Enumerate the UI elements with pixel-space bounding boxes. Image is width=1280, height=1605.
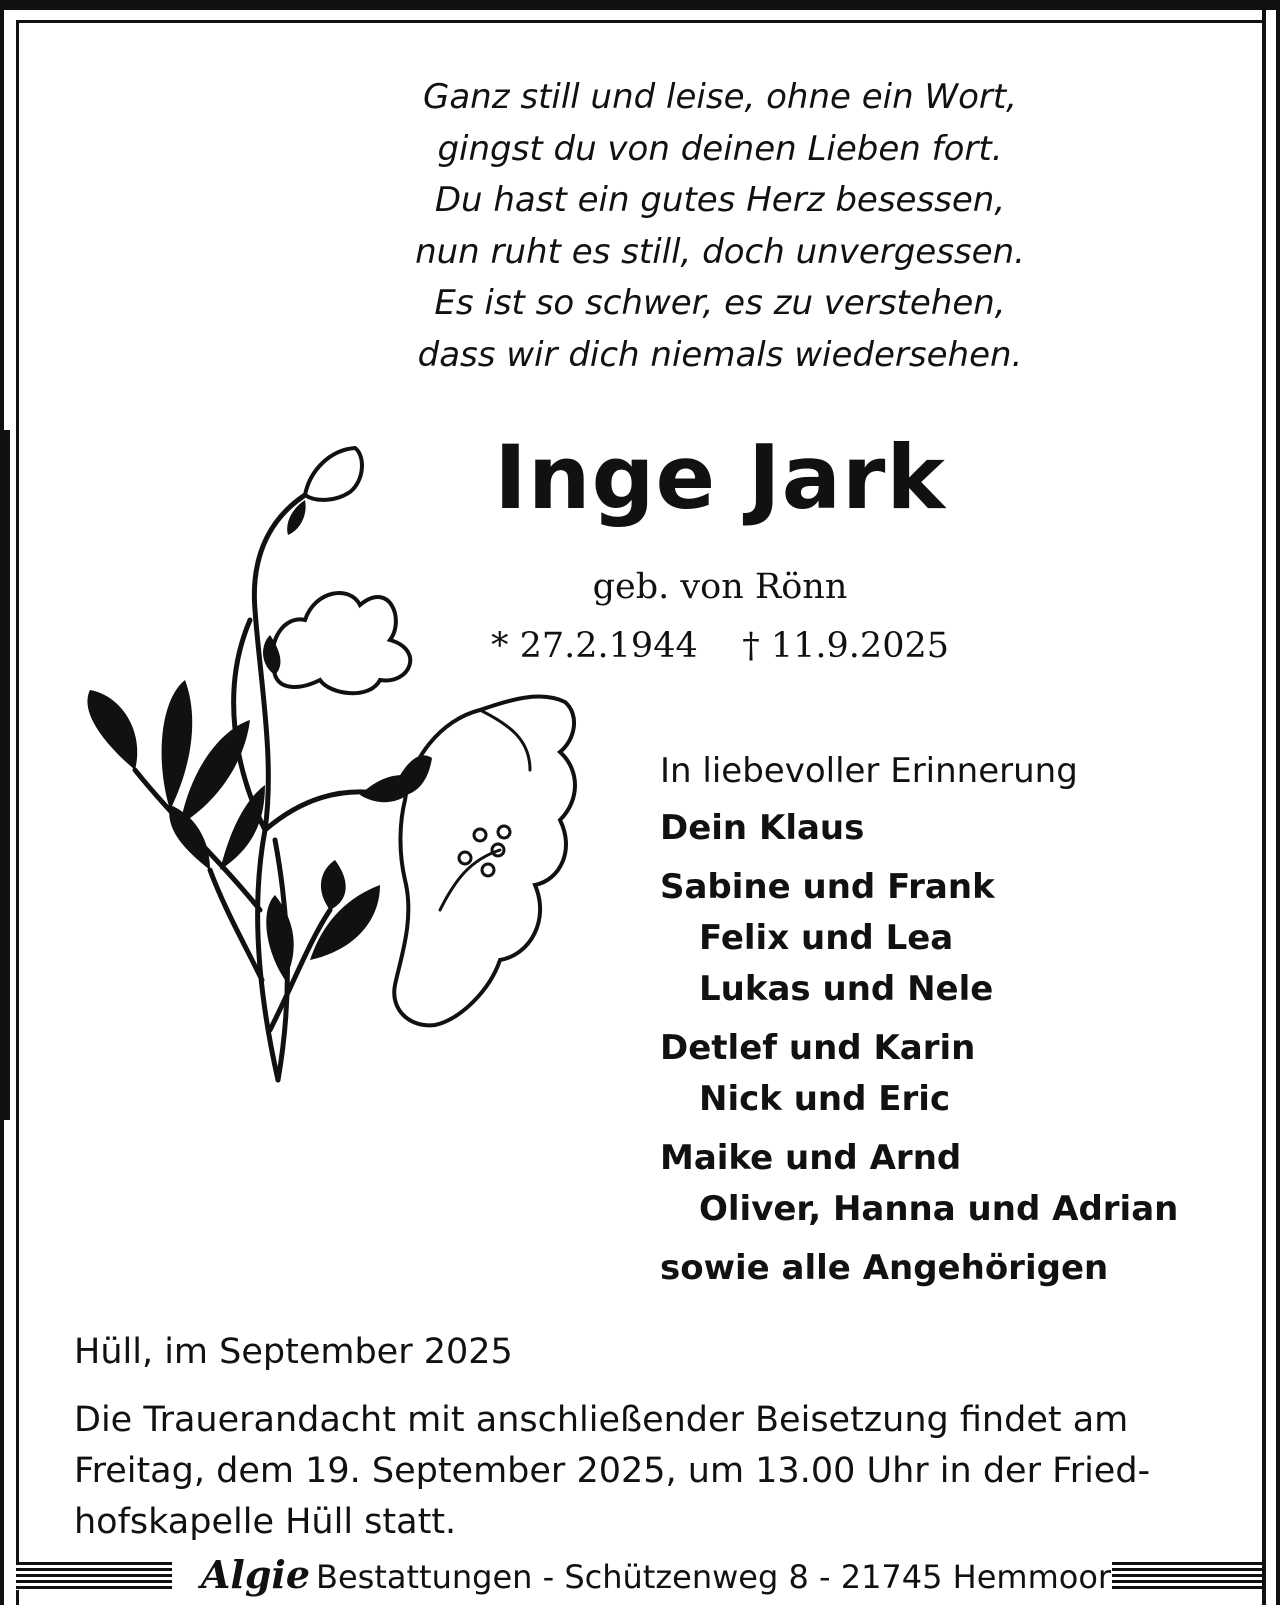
family-member: Felix und Lea [699, 918, 954, 958]
footer-text [176, 1550, 1136, 1602]
flower-illustration [60, 440, 620, 1100]
deceased-name: Inge Jark [494, 426, 946, 529]
family-member: Dein Klaus [660, 808, 865, 848]
remembrance-intro: In liebevoller Erinnerung [660, 751, 1078, 791]
life-dates: * 27.2.1944 † 11.9.2025 [490, 626, 949, 666]
poem-line: dass wir dich niemals wiedersehen. [417, 334, 1023, 375]
family-member: Sabine und Frank [660, 867, 995, 907]
poem-line: nun ruht es still, doch unvergessen. [415, 231, 1025, 272]
frame-inner-top-line [16, 20, 1262, 23]
family-member: Maike und Arnd [660, 1138, 962, 1178]
frame-right-border [1276, 10, 1280, 1605]
frame-top-border [0, 0, 1280, 10]
notice-line: Freitag, dem 19. September 2025, um 13.00 Uhr in der Fried- [74, 1451, 1151, 1491]
frame-inner-left-line [16, 20, 19, 1605]
family-member: Oliver, Hanna und Adrian [699, 1189, 1179, 1229]
funeral-home-logo: Algie [200, 1552, 311, 1597]
family-member: Lukas und Nele [699, 969, 994, 1009]
funeral-home-address: Bestattungen - Schützenweg 8 - 21745 Hemmoor [316, 1558, 1112, 1596]
footer-stripes-left [16, 1562, 172, 1590]
birth-name: geb. von Rönn [592, 567, 848, 607]
funeral-home-footer [16, 1548, 1262, 1605]
poem-line: Du hast ein gutes Herz besessen, [434, 180, 1006, 220]
poem-line: Es ist so schwer, es zu verstehen, [434, 283, 1006, 323]
funeral-notice [74, 1395, 1234, 1548]
frame-left-accent [4, 430, 10, 1120]
place-and-date: Hüll, im September 2025 [74, 1332, 513, 1372]
family-member: sowie alle Angehörigen [660, 1248, 1109, 1288]
poem-line: Ganz still und leise, ohne ein Wort, [422, 77, 1017, 117]
family-member: Nick und Eric [699, 1079, 951, 1119]
notice-line: Die Trauerandacht mit anschließender Beisetzung findet am [74, 1400, 1129, 1440]
family-member: Detlef und Karin [660, 1028, 976, 1068]
footer-stripes-right [1112, 1562, 1262, 1590]
poem-line: gingst du von deinen Lieben fort. [437, 128, 1003, 169]
memorial-poem [330, 72, 1110, 381]
family-list [660, 745, 1270, 1294]
notice-line: hofskapelle Hüll statt. [74, 1502, 457, 1542]
